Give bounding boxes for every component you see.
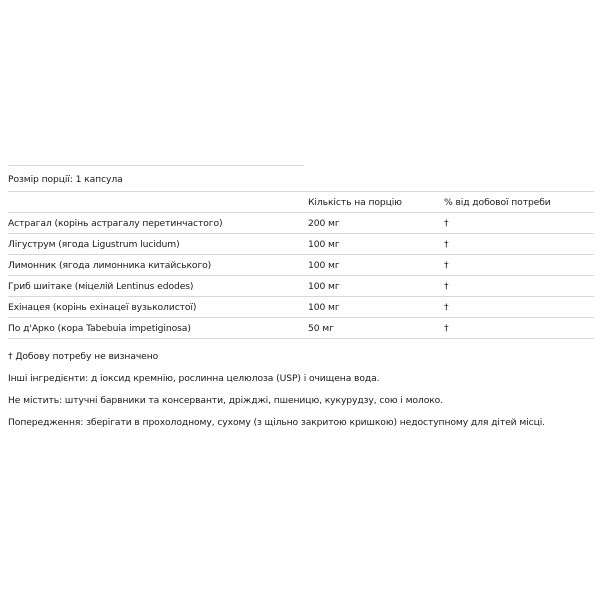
table-row <box>8 213 594 234</box>
ingredient-daily-value: † <box>444 213 594 234</box>
ingredient-amount: 200 мг <box>308 213 444 234</box>
ingredient-daily-value: † <box>444 276 594 297</box>
ingredient-daily-value: † <box>444 255 594 276</box>
ingredient-amount: 100 мг <box>308 234 444 255</box>
table-row <box>8 255 594 276</box>
ingredient-column-header <box>8 192 308 213</box>
ingredient-daily-value: † <box>444 297 594 318</box>
ingredient-amount: 100 мг <box>308 255 444 276</box>
ingredient-name: По д'Арко (кора Tabebuia impetiginosa) <box>8 318 308 339</box>
table-row <box>8 318 594 339</box>
ingredient-amount: 100 мг <box>308 276 444 297</box>
ingredient-name: Гриб шиітаке (міцелій Lentinus edodes) <box>8 276 308 297</box>
daily-value-column-header: % від добової потреби <box>444 192 594 213</box>
supplement-facts-table <box>8 192 594 339</box>
does-not-contain-note: Не містить: штучні барвники та консерванти, дріжджі, пшеницю, кукурудзу, сою і молоко. <box>8 395 444 406</box>
table-row <box>8 297 594 318</box>
ingredient-daily-value: † <box>444 234 594 255</box>
table-row <box>8 276 594 297</box>
ingredient-name: Лимонник (ягода лимонника китайського) <box>8 255 308 276</box>
top-divider <box>8 165 304 166</box>
other-ingredients-note: Інші інгредієнти: д іоксид кремнію, рослинна целюлоза (USP) і очищена вода. <box>8 373 380 384</box>
ingredient-name: Лігуструм (ягода Ligustrum lucidum) <box>8 234 308 255</box>
ingredient-name: Ехінацея (корінь ехінацеї вузьколистої) <box>8 297 308 318</box>
warning-note: Попередження: зберігати в прохолодному, сухому (з щільно закритою кришкою) недоступному для дітей місці. <box>8 417 545 428</box>
ingredient-name: Астрагал (корінь астрагалу перетинчастого) <box>8 213 308 234</box>
table-row <box>8 234 594 255</box>
table-header-row <box>8 192 594 213</box>
serving-size: Розмір порції: 1 капсула <box>8 174 123 185</box>
ingredient-amount: 50 мг <box>308 318 444 339</box>
ingredient-daily-value: † <box>444 318 594 339</box>
amount-column-header: Кількість на порцію <box>308 192 444 213</box>
ingredient-amount: 100 мг <box>308 297 444 318</box>
dagger-footnote: † Добову потребу не визначено <box>8 351 159 362</box>
